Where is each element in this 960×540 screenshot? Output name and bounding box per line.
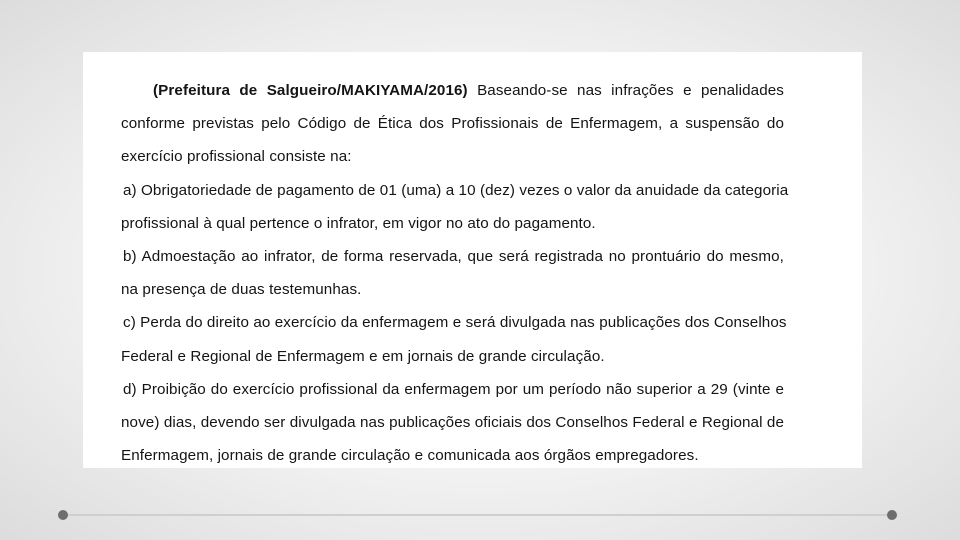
option-d-line: Enfermagem, jornais de grande circulação e comunicada aos órgãos empregadores. <box>121 447 699 465</box>
question-first-line <box>121 74 784 107</box>
option-d-line: d) Proibição do exercício profissional da enfermagem por um período não superior a 29 (vinte e <box>123 380 784 398</box>
question-stem-line: conforme previstas pelo Código de Ética dos Profissionais de Enfermagem, a suspensão do <box>121 115 784 133</box>
question-stem-line: exercício profissional consiste na: <box>121 148 352 166</box>
question-stem-line: Baseando-se nas infrações e penalidades <box>477 82 784 99</box>
question-source: (Prefeitura de Salgueiro/MAKIYAMA/2016) <box>153 82 468 99</box>
option-a-line: profissional à qual pertence o infrator, em vigor no ato do pagamento. <box>121 214 596 232</box>
option-d-line: nove) dias, devendo ser divulgada nas publicações oficiais dos Conselhos Federal e Regional de <box>121 413 784 431</box>
slide-bullet-dot-right <box>887 510 897 520</box>
question-image <box>83 52 862 468</box>
option-c-line: Federal e Regional de Enfermagem e em jornais de grande circulação. <box>121 347 605 365</box>
slide-bullet-dot-left <box>58 510 68 520</box>
slide-decoration-line <box>63 514 892 516</box>
option-c-line: c) Perda do direito ao exercício da enfermagem e será divulgada nas publicações dos Conselhos <box>123 314 787 332</box>
option-a-line: a) Obrigatoriedade de pagamento de 01 (uma) a 10 (dez) vezes o valor da anuidade da categoria <box>123 181 789 199</box>
option-b-line: na presença de duas testemunhas. <box>121 281 362 299</box>
option-b-line: b) Admoestação ao infrator, de forma reservada, que será registrada no prontuário do mesmo, <box>123 247 784 265</box>
